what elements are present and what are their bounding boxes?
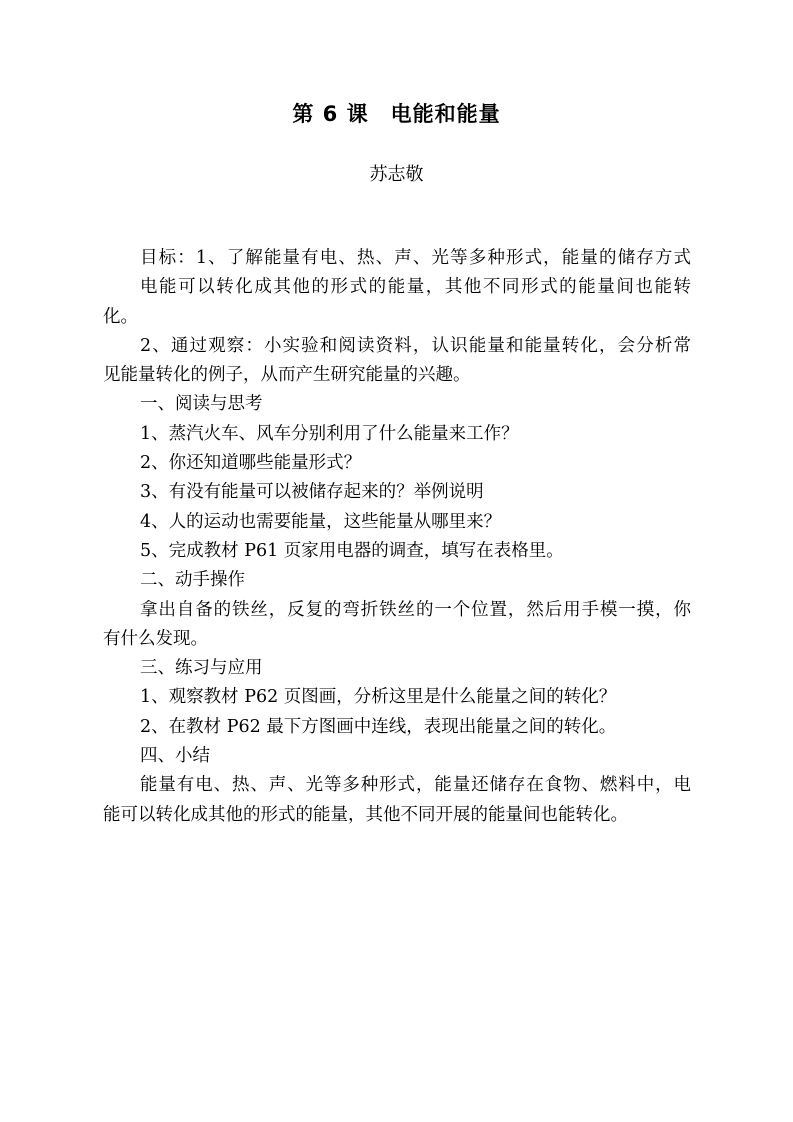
question-item: 2、你还知道哪些能量形式？ [140,453,362,474]
practice-item: 1、观察教材 P62 页图画，分析这里是什么能量之间的转化？ [140,687,617,708]
lesson-name: 电能和能量 [390,102,501,126]
objective-line-2: 电能可以转化成其他的形式的能量，其他不同形式的能量间也能转 [140,277,691,298]
objective-line-1: 目标：1、了解能量有电、热、声、光等多种形式，能量的储存方式 [140,248,691,268]
hands-on-line-1: 拿出自备的铁丝，反复的弯折铁丝的一个位置，然后用手模一摸，你 [140,599,691,620]
objective-line-4: 2、通过观察：小实验和阅读资料，认识能量和能量转化，会分析常 [140,335,691,356]
document-body [103,244,691,830]
author-name: 苏志敬 [369,164,424,185]
question-item: 3、有没有能量可以被储存起来的？举例说明 [140,482,484,503]
summary-line-2: 能可以转化成其他的形式的能量，其他不同开展的能量间也能转化。 [103,804,628,825]
question-item: 1、蒸汽火车、风车分别利用了什么能量来工作？ [140,423,519,444]
section-heading-practice: 三、练习与应用 [140,658,263,679]
section-heading-summary: 四、小结 [140,746,210,767]
objective-line-5: 见能量转化的例子，从而产生研究能量的兴趣。 [103,365,471,386]
question-item: 4、人的运动也需要能量，这些能量从哪里来？ [140,511,502,532]
hands-on-line-2: 有什么发现。 [103,628,208,649]
lesson-title [0,98,793,128]
section-heading-hands-on: 二、动手操作 [140,570,245,591]
objective-line-3: 化。 [103,306,138,327]
summary-line-1: 能量有电、热、声、光等多种形式，能量还储存在食物、燃料中，电 [140,775,691,796]
lesson-number: 第 6 课 [292,102,369,126]
question-item: 5、完成教材 P61 页家用电器的调查，填写在表格里。 [140,540,564,561]
section-heading-reading: 一、阅读与思考 [140,394,263,415]
practice-item: 2、在教材 P62 最下方图画中连线，表现出能量之间的转化。 [140,716,617,737]
